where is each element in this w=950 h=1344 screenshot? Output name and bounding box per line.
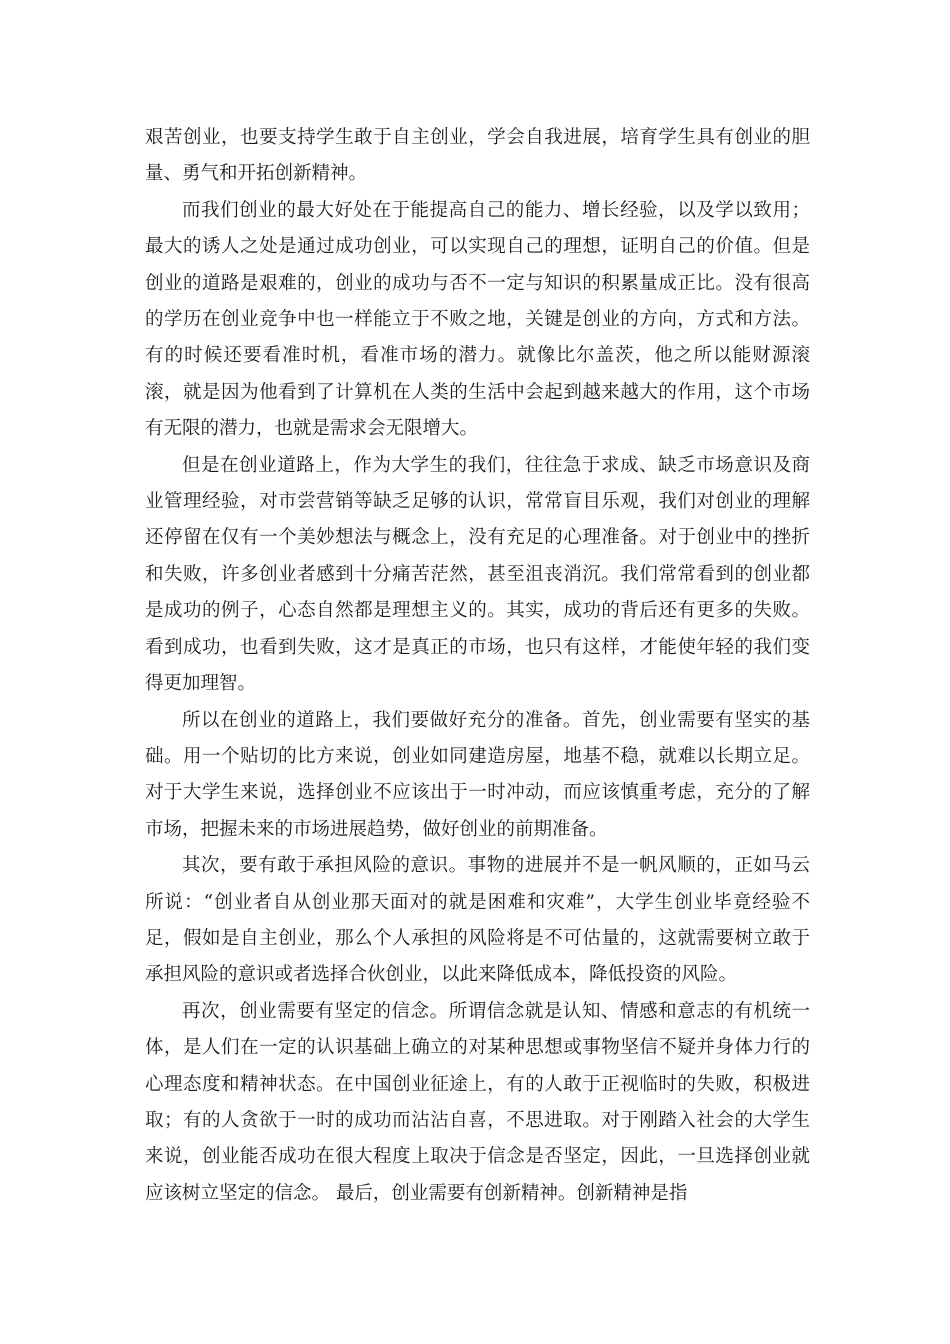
paragraph-5: 其次，要有敢于承担风险的意识。事物的进展并不是一帆风顺的，正如马云所说：“创业者自从创业那天面对的就是困难和灾难”，大学生创业毕竟经验不足，假如是自主创业，那么个人承担的风险将是不可估量的，这就需要树立敢于承担风险的意识或者选择合伙创业，以此来降低成本，降低投资的风险。 <box>145 855 810 986</box>
paragraph-3: 但是在创业道路上，作为大学生的我们，往往急于求成、缺乏市场意识及商业管理经验，对市尝营销等缺乏足够的认识，常常盲目乐观，我们对创业的理解还停留在仅有一个美妙想法与概念上，没有充足的心理准备。对于创业中的挫折和失败，许多创业者感到十分痛苦茫然，甚至沮丧消沉。我们常常看到的创业都是成功的例子，心态自然都是理想主义的。其实，成功的背后还有更多的失败。看到成功，也看到失败，这才是真正的市场，也只有这样，才能使年轻的我们变得更加理智。 <box>145 454 810 695</box>
paragraph-2: 而我们创业的最大好处在于能提高自己的能力、增长经验，以及学以致用；最大的诱人之处是通过成功创业，可以实现自己的理想，证明自己的价值。但是创业的道路是艰难的，创业的成功与否不一定与知识的积累量成正比。没有很高的学历在创业竞争中也一样能立于不败之地，关键是创业的方向，方式和方法。有的时候还要看准时机，看准市场的潜力。就像比尔盖茨，他之所以能财源滚滚，就是因为他看到了计算机在人类的生活中会起到越来越大的作用，这个市场有无限的潜力，也就是需求会无限增大。 <box>145 199 810 440</box>
document-body <box>145 120 810 1212</box>
paragraph-6: 再次，创业需要有坚定的信念。所谓信念就是认知、情感和意志的有机统一体，是人们在一定的认识基础上确立的对某种思想或事物坚信不疑并身体力行的心理态度和精神状态。在中国创业征途上，有的人敢于正视临时的失败，积极进取；有的人贪欲于一时的成功而沾沾自喜，不思进取。对于刚踏入社会的大学生来说，创业能否成功在很大程度上取决于信念是否坚定，因此，一旦选择创业就应该树立坚定的信念。 最后，创业需要有创新精神。创新精神是指 <box>145 1000 810 1204</box>
paragraph-1: 艰苦创业，也要支持学生敢于自主创业，学会自我进展，培育学生具有创业的胆量、勇气和开拓创新精神。 <box>145 127 810 185</box>
paragraph-4: 所以在创业的道路上，我们要做好充分的准备。首先，创业需要有坚实的基础。用一个贴切的比方来说，创业如同建造房屋，地基不稳，就难以长期立足。对于大学生来说，选择创业不应该出于一时冲动，而应该慎重考虑，充分的了解市场，把握未来的市场进展趋势，做好创业的前期准备。 <box>145 709 810 840</box>
